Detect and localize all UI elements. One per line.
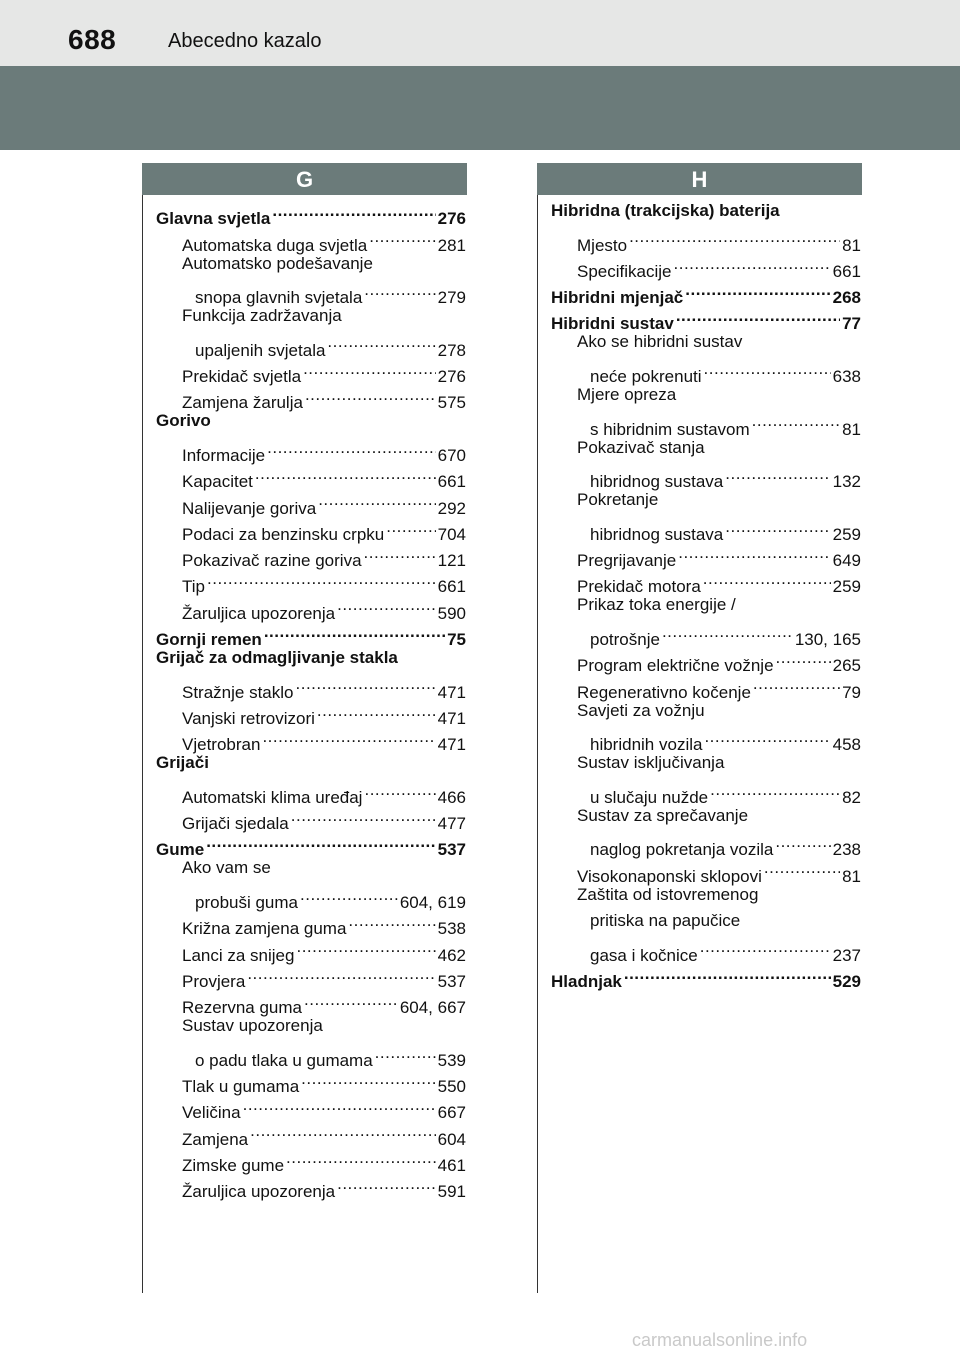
page-reference: 79	[842, 682, 861, 702]
dot-leader	[700, 934, 831, 960]
page-reference: 471	[437, 682, 466, 702]
index-term: Sustav isključivanja	[577, 753, 725, 773]
index-term: neće pokrenuti	[590, 367, 702, 387]
index-entry	[156, 1040, 466, 1070]
index-term: s hibridnim sustavom	[590, 419, 750, 439]
dot-leader	[364, 277, 435, 303]
index-term: hibridnog sustava	[590, 472, 724, 492]
page-reference: 537	[437, 971, 466, 991]
page-number: 688	[68, 24, 117, 55]
index-term: Sustav upozorenja	[182, 1016, 323, 1036]
header-banner	[0, 66, 960, 150]
index-entry	[551, 382, 861, 408]
page-reference: 458	[832, 735, 861, 755]
page-reference: 538	[437, 919, 466, 939]
dot-leader	[776, 645, 831, 671]
index-entry	[156, 855, 466, 881]
index-term: Zimske gume	[182, 1155, 285, 1175]
index-entry	[156, 882, 466, 913]
page-reference: 471	[437, 708, 466, 728]
page-reference: 539	[437, 1050, 466, 1070]
index-entry	[551, 777, 861, 807]
page-reference: 279	[437, 288, 466, 308]
index-term: Vanjski retrovizori	[182, 708, 315, 728]
dot-leader	[337, 1171, 436, 1197]
page-reference: 649	[832, 551, 861, 571]
index-term: Grijač za odmagljivanje stakla	[156, 648, 398, 668]
index-term: o padu tlaka u gumama	[195, 1050, 373, 1070]
page-reference: 276	[437, 367, 466, 387]
index-term: probuši guma	[195, 893, 299, 913]
dot-leader	[775, 829, 830, 855]
page-reference: 661	[437, 472, 466, 492]
dot-leader	[327, 329, 435, 355]
dot-leader	[725, 461, 830, 487]
page-reference: 268	[832, 288, 861, 308]
index-entry	[551, 724, 861, 755]
index-term: Zamjena	[182, 1129, 249, 1149]
index-term: Visokonaponski sklopovi	[577, 866, 762, 886]
index-term: Tip	[182, 577, 205, 597]
index-term: Prekidač svjetla	[182, 367, 302, 387]
dot-leader	[291, 803, 436, 829]
dot-leader	[296, 934, 435, 960]
index-term: u slučaju nužde	[590, 787, 709, 807]
index-term: Sustav za sprečavanje	[577, 805, 749, 825]
index-term: Zamjena žarulja	[182, 393, 303, 413]
index-term: Kapacitet	[182, 472, 253, 492]
index-entry	[551, 461, 861, 492]
page-reference: 704	[437, 524, 466, 544]
index-term: Regenerativno kočenje	[577, 682, 751, 702]
index-entry	[156, 671, 466, 702]
watermark: carmanualsonline.info	[632, 1330, 808, 1350]
dot-leader	[286, 1145, 436, 1171]
index-entry	[551, 408, 861, 439]
index-entry	[551, 829, 861, 860]
index-term: Žaruljica upozorenja	[182, 603, 336, 623]
column-divider-left	[142, 195, 143, 1293]
dot-leader	[262, 724, 435, 750]
page-reference: 638	[832, 367, 861, 387]
column-divider-right	[537, 195, 538, 1293]
page-reference: 276	[437, 209, 466, 229]
page-reference: 278	[437, 340, 466, 360]
page-reference: 281	[437, 235, 466, 255]
index-term: Nalijevanje goriva	[182, 498, 317, 518]
index-term: Funkcija zadržavanja	[182, 306, 342, 326]
index-column-h	[551, 198, 861, 991]
index-term: Gornji remen	[156, 630, 262, 650]
dot-leader	[250, 1118, 435, 1144]
dot-leader	[624, 961, 831, 987]
dot-leader	[710, 777, 840, 803]
page-header	[0, 0, 960, 66]
index-term: Prekidač motora	[577, 577, 701, 597]
index-entry	[156, 329, 466, 360]
page-reference: 461	[437, 1155, 466, 1175]
index-term: upaljenih svjetala	[195, 340, 326, 360]
letter-heading-h: H	[537, 163, 862, 195]
index-term: Vjetrobran	[182, 735, 261, 755]
index-term: Veličina	[182, 1103, 241, 1123]
index-term: Podaci za benzinsku crpku	[182, 524, 385, 544]
index-entry	[551, 934, 861, 965]
index-entry	[156, 277, 466, 308]
page-reference: 130, 165	[794, 630, 861, 650]
index-term: Grijači sjedala	[182, 814, 289, 834]
dot-leader	[247, 961, 435, 987]
page-reference: 529	[832, 971, 861, 991]
dot-leader	[704, 724, 830, 750]
dot-leader	[243, 1092, 436, 1118]
page-reference: 265	[832, 656, 861, 676]
dot-leader	[369, 224, 435, 250]
dot-leader	[386, 514, 435, 540]
dot-leader	[676, 303, 840, 329]
dot-leader	[348, 908, 435, 934]
index-term: Gorivo	[156, 411, 211, 431]
index-entry	[551, 329, 861, 355]
index-entry	[156, 750, 466, 776]
index-term: Savjeti za vožnju	[577, 700, 705, 720]
dot-leader	[317, 698, 436, 724]
index-entry	[551, 198, 861, 224]
index-term: Program električne vožnje	[577, 656, 774, 676]
index-term: Gume	[156, 840, 205, 860]
dot-leader	[207, 566, 436, 592]
index-term: Pokazivač stanja	[577, 437, 705, 457]
dot-leader	[678, 540, 830, 566]
index-entry	[156, 777, 466, 807]
index-entry	[551, 619, 861, 650]
section-title: Abecedno kazalo	[168, 30, 322, 52]
dot-leader	[206, 829, 435, 855]
page-reference: 81	[842, 235, 861, 255]
index-term: Zaštita od istovremenog	[577, 884, 759, 904]
page-reference: 667	[437, 1103, 466, 1123]
page-reference: 81	[842, 866, 861, 886]
dot-leader	[264, 619, 445, 645]
dot-leader	[364, 777, 435, 803]
index-entry	[156, 435, 466, 465]
index-entry	[551, 356, 861, 387]
page-reference: 590	[437, 603, 466, 623]
index-term: Ako vam se	[182, 858, 271, 878]
page-reference: 238	[832, 840, 861, 860]
index-term: Mjesto	[577, 235, 628, 255]
index-entry	[551, 514, 861, 544]
page-reference: 604, 619	[399, 893, 466, 913]
page-reference: 237	[832, 945, 861, 965]
dot-leader	[304, 987, 398, 1013]
page-reference: 292	[437, 498, 466, 518]
index-term: Ako se hibridni sustav	[577, 332, 743, 352]
index-term: Informacije	[182, 445, 266, 465]
page-reference: 81	[842, 419, 861, 439]
page-reference: 121	[437, 551, 466, 571]
index-entry	[551, 592, 861, 618]
index-entry	[156, 198, 466, 229]
dot-leader	[364, 540, 436, 566]
dot-leader	[764, 855, 840, 881]
dot-leader	[674, 251, 831, 277]
page-reference: 471	[437, 735, 466, 755]
dot-leader	[255, 461, 436, 487]
dot-leader	[752, 408, 840, 434]
dot-leader	[337, 592, 436, 618]
index-term: Žaruljica upozorenja	[182, 1182, 336, 1202]
index-term: Glavna svjetla	[156, 209, 271, 229]
page-reference: 591	[437, 1182, 466, 1202]
index-term: Prikaz toka energije /	[577, 595, 736, 615]
index-term: Hladnjak	[551, 971, 622, 991]
page-reference: 462	[437, 945, 466, 965]
index-term: hibridnih vozila	[590, 735, 703, 755]
dot-leader	[305, 382, 436, 408]
dot-leader	[629, 224, 840, 250]
page-reference: 77	[842, 314, 861, 334]
index-term: naglog pokretanja vozila	[590, 840, 774, 860]
dot-leader	[753, 671, 840, 697]
page-reference: 670	[437, 445, 466, 465]
index-entry	[156, 251, 466, 277]
index-term: snopa glavnih svjetala	[195, 288, 363, 308]
index-term: Specifikacije	[577, 261, 672, 281]
dot-leader	[301, 1066, 435, 1092]
index-term: Automatski klima uređaj	[182, 787, 363, 807]
dot-leader	[300, 882, 398, 908]
page-reference: 82	[842, 787, 861, 807]
page-reference: 604, 667	[399, 998, 466, 1018]
page-reference: 604	[437, 1129, 466, 1149]
page-reference: 661	[832, 261, 861, 281]
index-term: Hibridni sustav	[551, 314, 674, 334]
index-term: Pokretanje	[577, 490, 659, 510]
index-term: Hibridna (trakcijska) baterija	[551, 201, 780, 220]
page-reference: 259	[832, 524, 861, 544]
page-reference: 537	[437, 840, 466, 860]
index-entry	[551, 908, 861, 934]
dot-leader	[267, 435, 435, 461]
index-entry	[551, 224, 861, 255]
page-reference: 661	[437, 577, 466, 597]
dot-leader	[318, 487, 435, 513]
dot-leader	[662, 619, 793, 645]
index-term: Provjera	[182, 971, 246, 991]
index-column-g	[156, 198, 466, 1202]
dot-leader	[375, 1040, 436, 1066]
index-term: gasa i kočnice	[590, 945, 698, 965]
index-term: Grijači	[156, 753, 209, 773]
index-term: Križna zamjena guma	[182, 919, 347, 939]
index-term: potrošnje	[590, 630, 660, 650]
index-entry	[156, 645, 466, 671]
index-term: Mjere opreza	[577, 385, 677, 405]
page-reference: 477	[437, 814, 466, 834]
letter-heading-g: G	[142, 163, 467, 195]
index-term: Tlak u gumama	[182, 1077, 300, 1097]
dot-leader	[725, 514, 830, 540]
index-term: Hibridni mjenjač	[551, 288, 684, 308]
index-term: Rezervna guma	[182, 998, 303, 1018]
index-entry	[156, 303, 466, 329]
dot-leader	[704, 356, 831, 382]
page-reference: 259	[832, 577, 861, 597]
dot-leader	[272, 198, 435, 224]
dot-leader	[303, 356, 436, 382]
index-term: hibridnog sustava	[590, 524, 724, 544]
index-term: Lanci za snijeg	[182, 945, 295, 965]
page-reference: 132	[832, 472, 861, 492]
page-reference: 550	[437, 1077, 466, 1097]
page-reference: 575	[437, 393, 466, 413]
index-term: Pokazivač razine goriva	[182, 551, 362, 571]
dot-leader	[685, 277, 830, 303]
index-entry	[551, 803, 861, 829]
index-term: Pregrijavanje	[577, 551, 677, 571]
page-reference: 75	[447, 630, 466, 650]
dot-leader	[703, 566, 831, 592]
index-term: pritiska na papučice	[590, 911, 741, 931]
index-entry	[551, 750, 861, 776]
page-reference: 466	[437, 787, 466, 807]
index-term: Automatska duga svjetla	[182, 235, 368, 255]
index-entry	[156, 408, 466, 434]
index-entry	[551, 882, 861, 908]
index-term: Stražnje staklo	[182, 682, 294, 702]
dot-leader	[296, 671, 436, 697]
index-term: Automatsko podešavanje	[182, 253, 373, 273]
